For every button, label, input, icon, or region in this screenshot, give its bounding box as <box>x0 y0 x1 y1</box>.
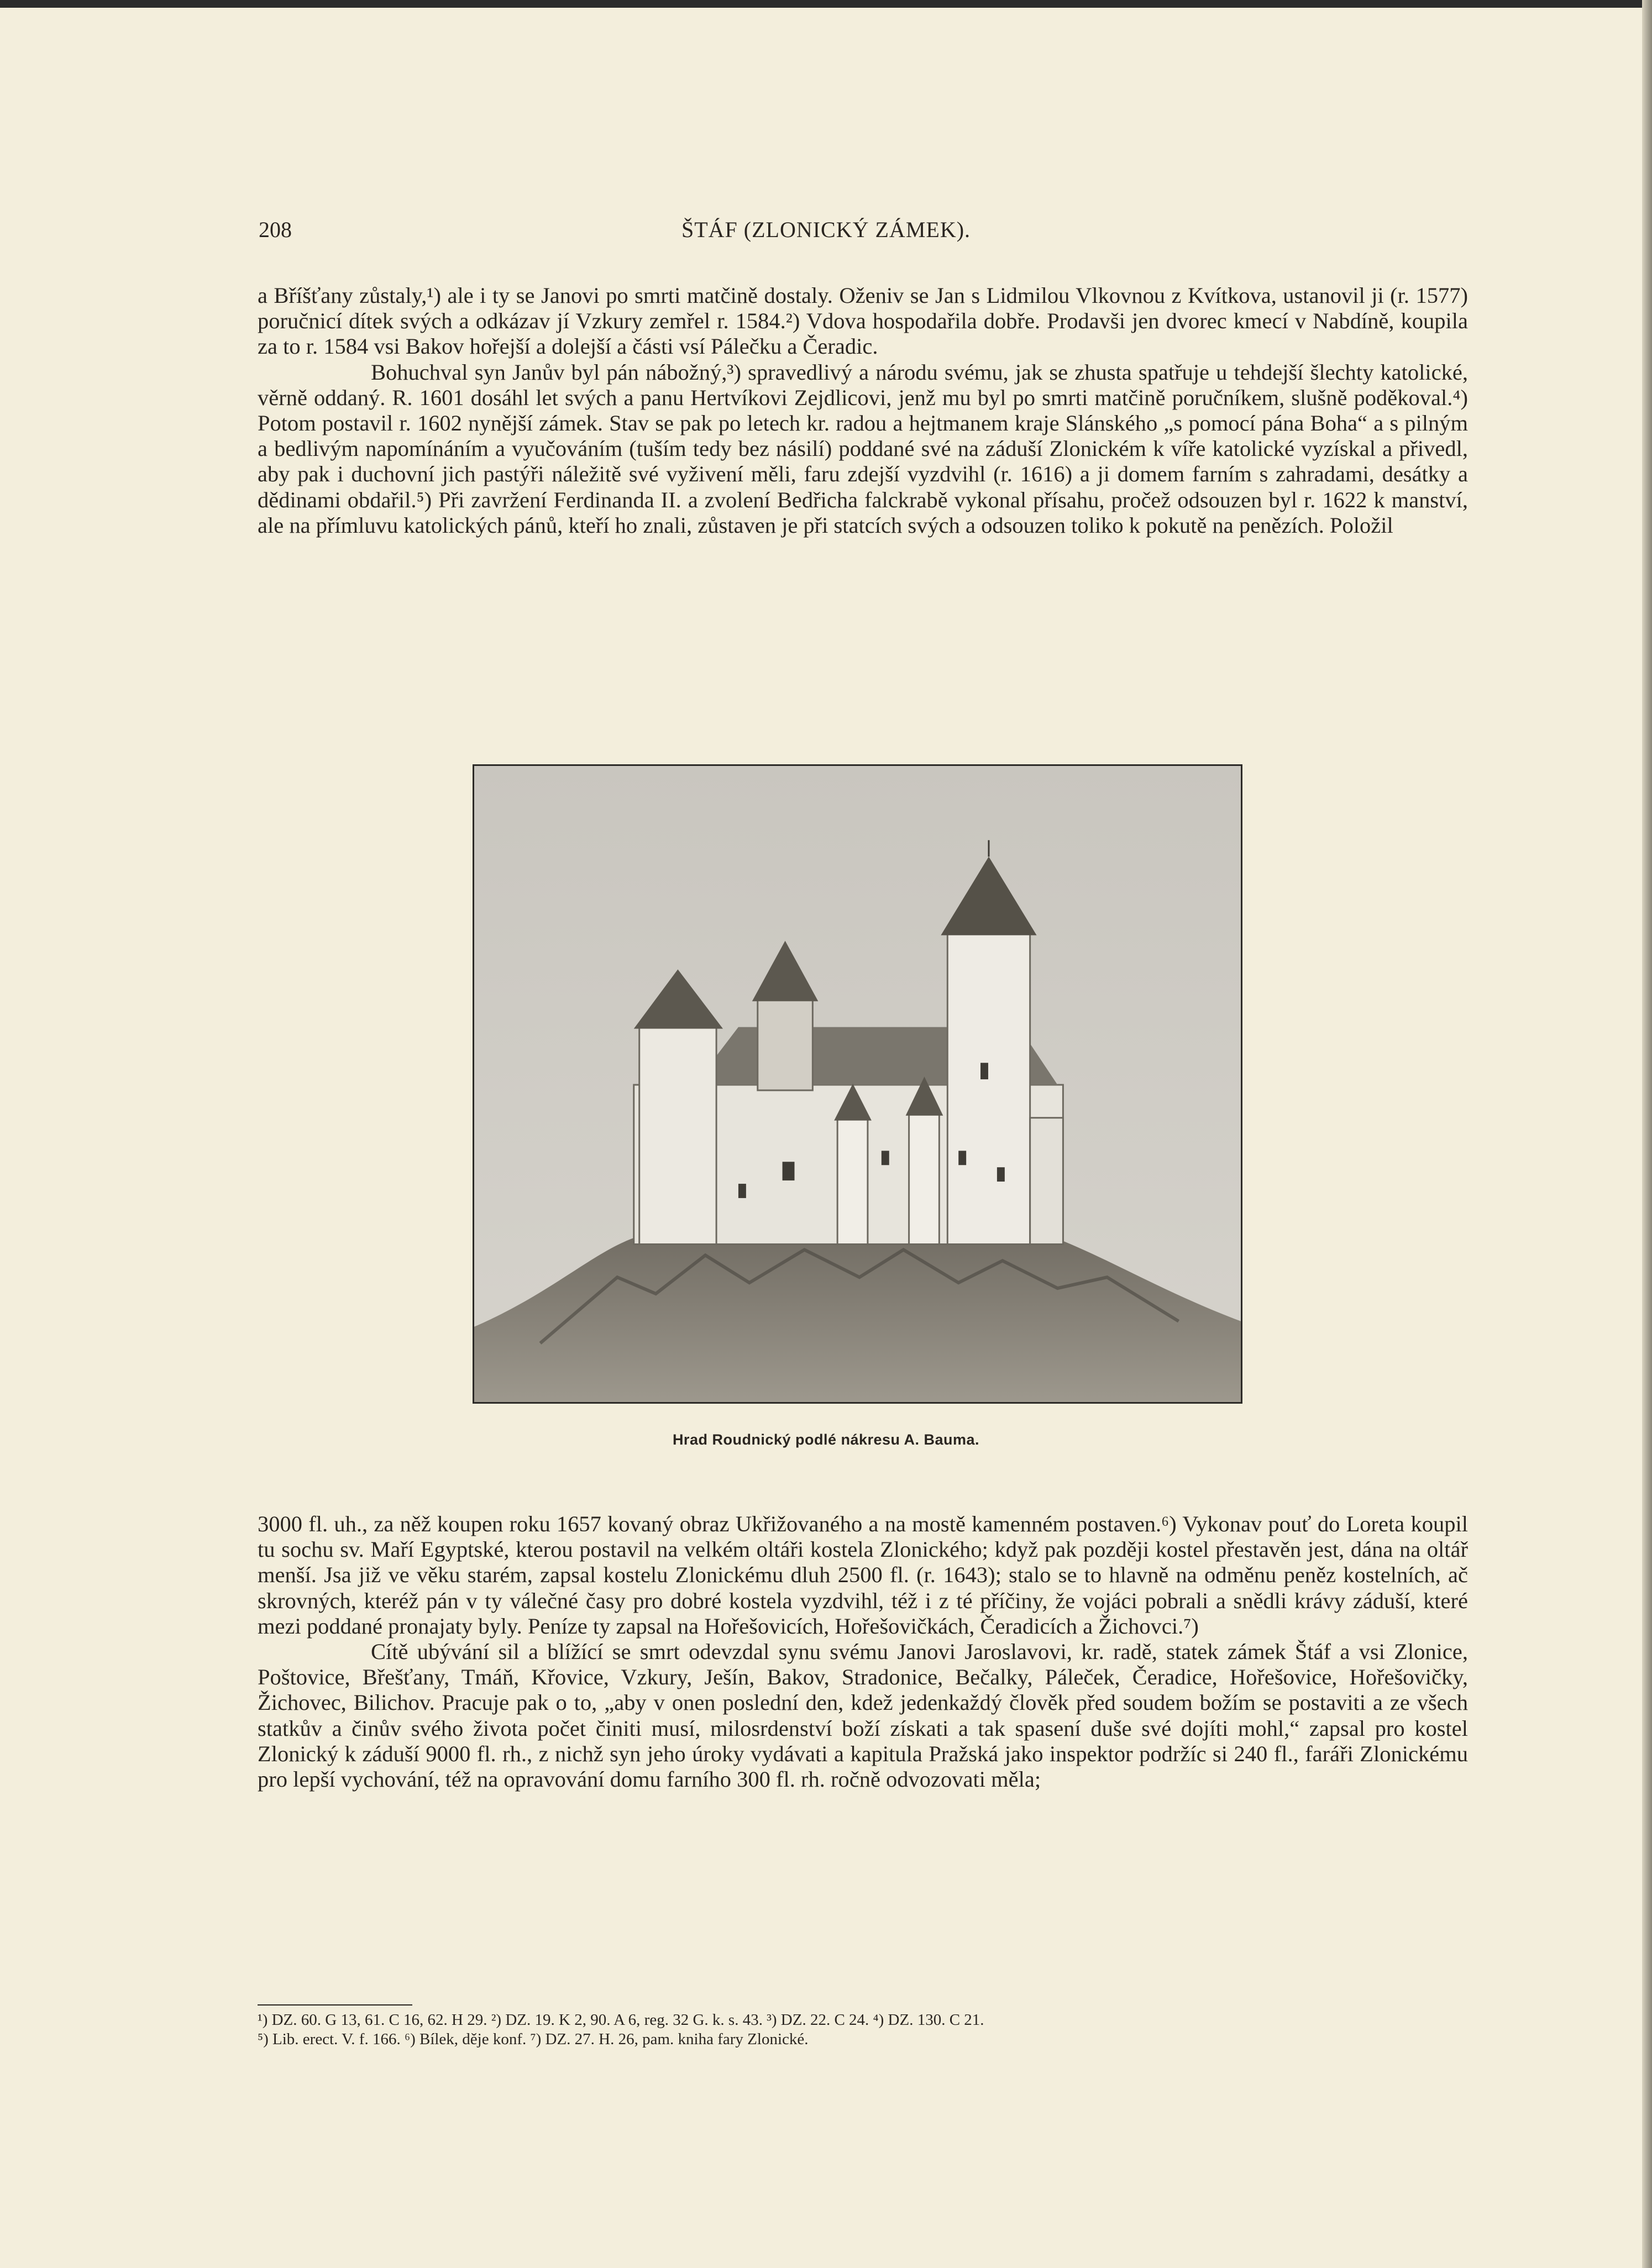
right-wing <box>1030 1118 1063 1245</box>
keep-tower <box>947 931 1030 1244</box>
castle-illustration <box>473 764 1242 1404</box>
page-number: 208 <box>259 217 292 242</box>
figure-caption: Hrad Roudnický podlé nákresu A. Bauma. <box>672 1431 980 1448</box>
turret-left <box>837 1118 868 1245</box>
body-text-top <box>258 283 1468 538</box>
left-tower <box>639 1025 716 1245</box>
footnote-rule <box>258 2004 412 2006</box>
paragraph: a Bříšťany zůstaly,¹) ale i ty se Janovi po smrti matčině dostaly. Oženiv se Jan s Lidmilou Vlkovnou z Kvítkova, ustanovil ji (r. 1577) poručnicí dítek svých a odkázav jí Vzkury zemřel r. 1584.²) Vdova hospodařila dobře. Prodavši jen dvorec kmecí v Nabdíně, koupila za to r. 1584 vsi Bakov hořejší a dolejší a části vsí Pálečku a Čeradic. <box>258 283 1468 359</box>
center-tower <box>758 997 813 1090</box>
body-text-bottom <box>258 1511 1468 1792</box>
paragraph: Bohuchval syn Janův byl pán nábožný,³) spravedlivý a národu svému, jak se zhusta spatřuje u tehdejší šlechty katolické, věrně oddaný. R. 1601 dosáhl let svých a panu Hertvíkovi Zejdlicovi, jenž mu byl po smrti matčině poručníkem, slušně poděkoval.⁴) Potom postavil r. 1602 nynější zámek. Stav se pak po letech kr. radou a hejtmanem kraje Slánského „s pomocí pána Boha“ a s pilným a bedlivým napomínáním a vyučováním (tuším tedy bez násilí) poddané své na záduší Zlonickém k víře katolické vyzískal a přivedl, aby pak i duchovní jich pastýři náležitě své vyživení měli, faru zdejší vyzdvihl (r. 1616) a ji domem farním s zahradami, desátky a dědinami obdařil.⁵) Při zavržení Ferdinanda II. a zvolení Bedřicha falckrabě vykonal přísahu, pročež odsouzen byl r. 1622 k manství, ale na přímluvu katolických pánů, kteří ho znali, zůstaven je při statcích svých a odsouzen toliko k pokutě na penězích. Položil <box>258 359 1468 538</box>
footnote-line: ⁵) Lib. erect. V. f. 166. ⁶) Bílek, děje konf. ⁷) DZ. 27. H. 26, pam. kniha fary Zlonické. <box>258 2030 809 2048</box>
running-title: ŠTÁF (ZLONICKÝ ZÁMEK). <box>681 217 971 242</box>
footnote-line: ¹) DZ. 60. G 13, 61. C 16, 62. H 29. ²) DZ. 19. K 2, 90. A 6, reg. 32 G. k. s. 43. ³) DZ. 22. C 24. ⁴) DZ. 130. C 21. <box>258 2011 984 2029</box>
scan-top-edge <box>0 0 1652 8</box>
paragraph: Cítě ubývání sil a blížící se smrt odevzdal synu svému Janovi Jaroslavovi, kr. radě, statek zámek Štáf a vsi Zlonice, Poštovice, Břešťany, Tmáň, Křovice, Vzkury, Ješín, Bakov, Stradonice, Bečalky, Páleček, Čeradice, Hořešovice, Hořešovičky, Žichovec, Bilichov. Pracuje pak o to, „aby v onen poslední den, kdež jedenkaždý člověk před soudem božím se postaviti a ze všech statkův a činův svého života počet činiti musí, milosrdenství boží získati a tak spasení duše své dojíti mohl,“ zapsal pro kostel Zlonický k záduší 9000 fl. rh., z nichž syn jeho úroky vydávati a kapitula Pražská jako inspektor podržíc si 240 fl., faráři Zlonickému pro lepší vychování, též na opravování domu farního 300 fl. rh. ročně odvozovati měla; <box>258 1639 1468 1792</box>
turret-right <box>909 1112 940 1245</box>
castle-drawing <box>474 766 1241 1402</box>
scan-right-edge <box>1642 0 1652 2268</box>
footnotes <box>258 2010 1468 2049</box>
paragraph: 3000 fl. uh., za něž koupen roku 1657 kovaný obraz Ukřižovaného a na mostě kamenném postaven.⁶) Vykonav pouť do Loreta koupil tu sochu sv. Maří Egyptské, kterou postavil na velkém oltáři kostela Zlonického; když pak později kostel přestavěn jest, dána na oltář menší. Jsa již ve věku starém, zapsal kostelu Zlonickému dluh 2500 fl. (r. 1643); stalo se to hlavně na odměnu peněz kostelních, ač skrovných, kteréž pán v ty válečné časy pro dobré kostela vyzdvihl, též i z té příčiny, že vojáci pobrali a snědli krávy záduší, které mezi poddané pronajaty byly. Peníze ty zapsal na Hořešovicích, Hořešovičkách, Čeradicích a Žichovci.⁷) <box>258 1511 1468 1639</box>
